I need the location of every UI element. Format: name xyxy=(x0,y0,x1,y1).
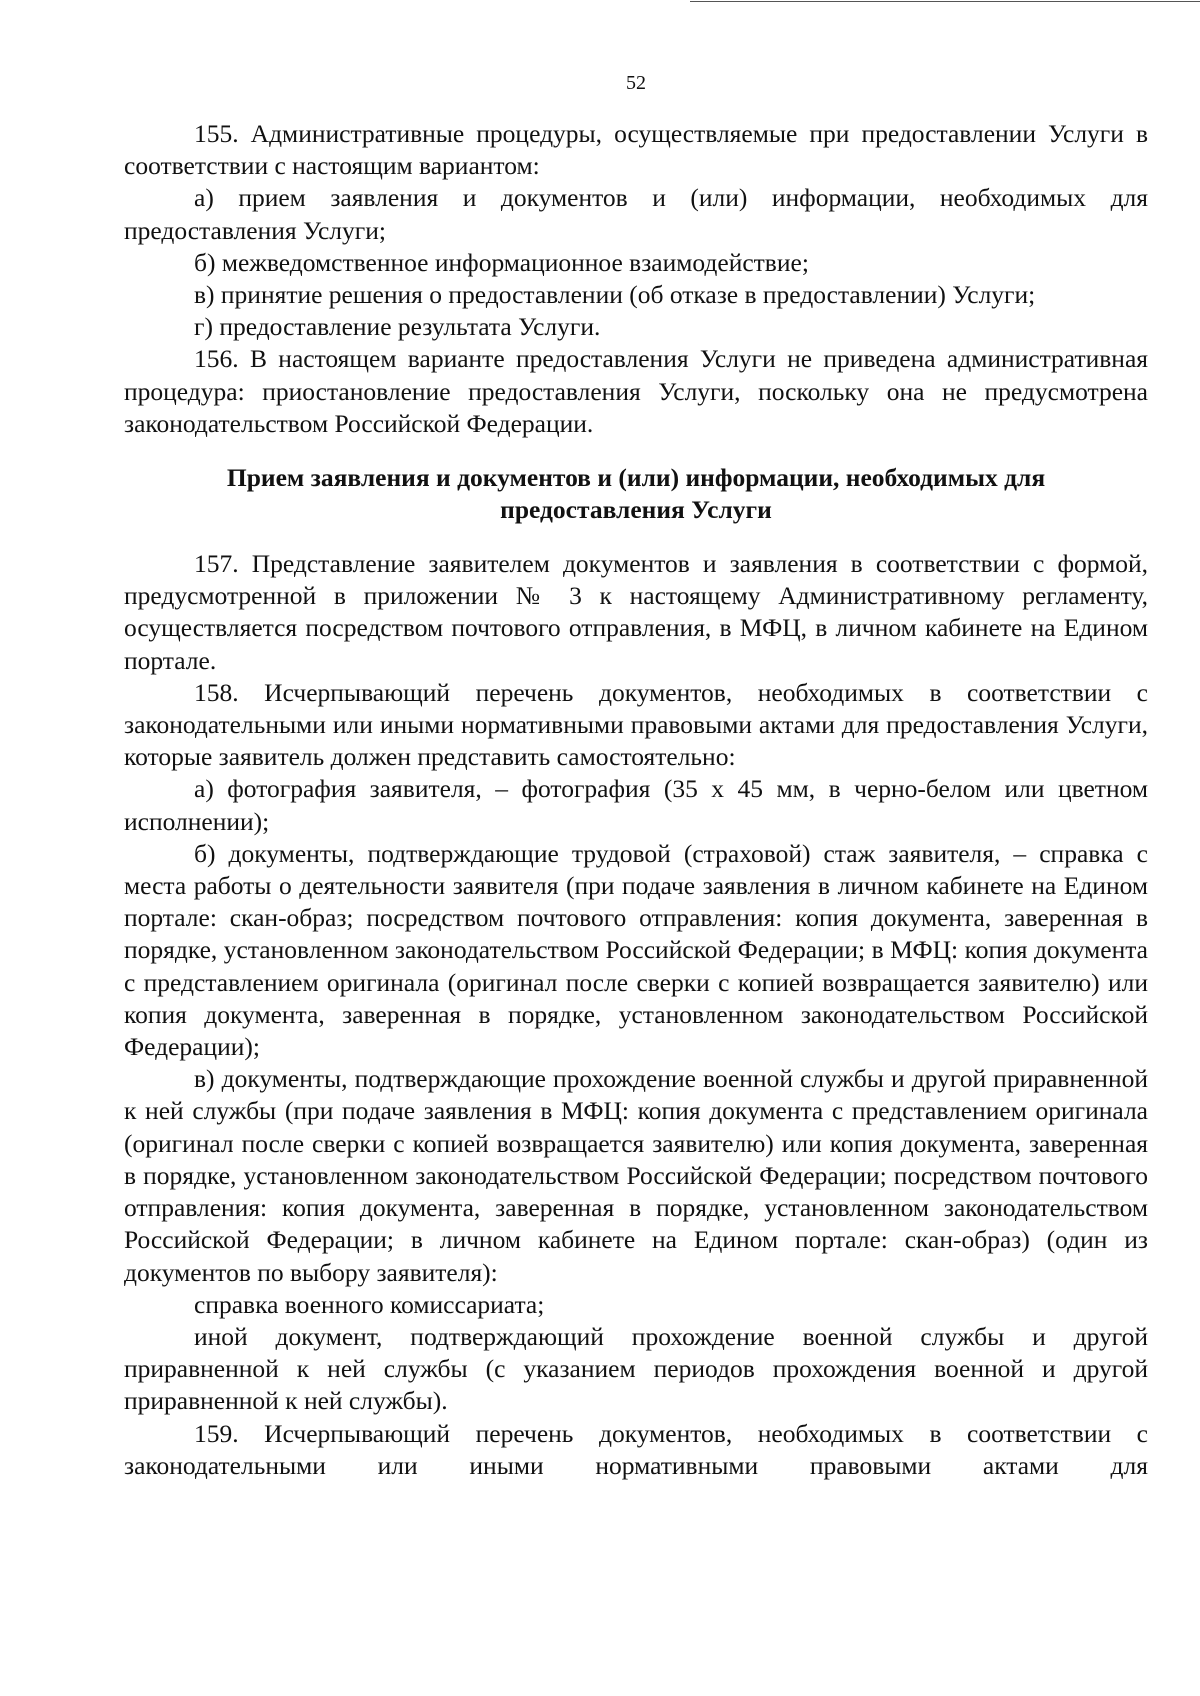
item-155-b: б) межведомственное информационное взаимодействие; xyxy=(194,247,809,277)
item-158-a: а) фотография заявителя, – фотография (35 x 45 мм, в черно-белом или цветном исполнении); xyxy=(124,774,1148,836)
section-heading: Прием заявления и документов и (или) информации, необходимых для предоставления Услуги xyxy=(226,463,1046,525)
item-155-g: г) предоставление результата Услуги. xyxy=(194,312,601,342)
paragraph-155: 155. Административные процедуры, осуществляемые при предоставлении Услуги в соответствии с настоящим вариантом: xyxy=(124,119,1148,181)
item-155-a: а) прием заявления и документов и (или) информации, необходимых для предоставления Услуги; xyxy=(124,183,1148,245)
paragraph-157: 157. Представление заявителем документов и заявления в соответствии с формой, предусмотренной в приложении № 3 к настоящему Административному регламенту, осуществляется посредством почтового отправления, в МФЦ, в личном кабинете на Едином портале. xyxy=(124,549,1148,675)
item-155-v: в) принятие решения о предоставлении (об отказе в предоставлении) Услуги; xyxy=(194,280,1036,310)
sub-item-other-document: иной документ, подтверждающий прохождение военной службы и другой приравненной к ней службы (с указанием периодов прохождения военной и другой приравненной к ней службы). xyxy=(124,1321,1148,1416)
top-edge-rule xyxy=(690,1,1200,2)
paragraph-159: 159. Исчерпывающий перечень документов, необходимых в соответствии с законодательными или иными нормативными правовыми актами для xyxy=(124,1418,1148,1480)
paragraph-158: 158. Исчерпывающий перечень документов, необходимых в соответствии с законодательными или иными нормативными правовыми актами для предоставления Услуги, которые заявитель должен представить самостоятельно: xyxy=(124,677,1148,772)
item-158-b: б) документы, подтверждающие трудовой (страховой) стаж заявителя, – справка с места работы о деятельности заявителя (при подаче заявления в личном кабинете на Едином портале: скан-образ; посредством почтового отправления: копия документа, заверенная в порядке, установленном законодательством Российской Федерации; в МФЦ: копия документа с представлением оригинала (оригинал после сверки с копией возвращается заявителю) или копия документа, заверенная в порядке, установленном законодательством Российской Федерации); xyxy=(124,838,1148,1062)
sub-item-military-certificate: справка военного комиссариата; xyxy=(194,1289,545,1319)
paragraph-156: 156. В настоящем варианте предоставления Услуги не приведена административная процедура: приостановление предоставления Услуги, поскольку она не предусмотрена законодательством Российской Федерации. xyxy=(124,344,1148,438)
item-158-v: в) документы, подтверждающие прохождение военной службы и другой приравненной к ней службы (при подаче заявления в МФЦ: копия документа с представлением оригинала (оригинал после сверки с копией возвращается заявителю) или копия документа, заверенная в порядке, установленном законодательством Российской Федерации; посредством почтового отправления: копия документа, заверенная в порядке, установленном законодательством Российской Федерации; в личном кабинете на Едином портале: скан-образ) (один из документов по выбору заявителя): xyxy=(124,1064,1148,1287)
page-number: 52 xyxy=(626,72,646,94)
document-page xyxy=(124,70,1148,1482)
